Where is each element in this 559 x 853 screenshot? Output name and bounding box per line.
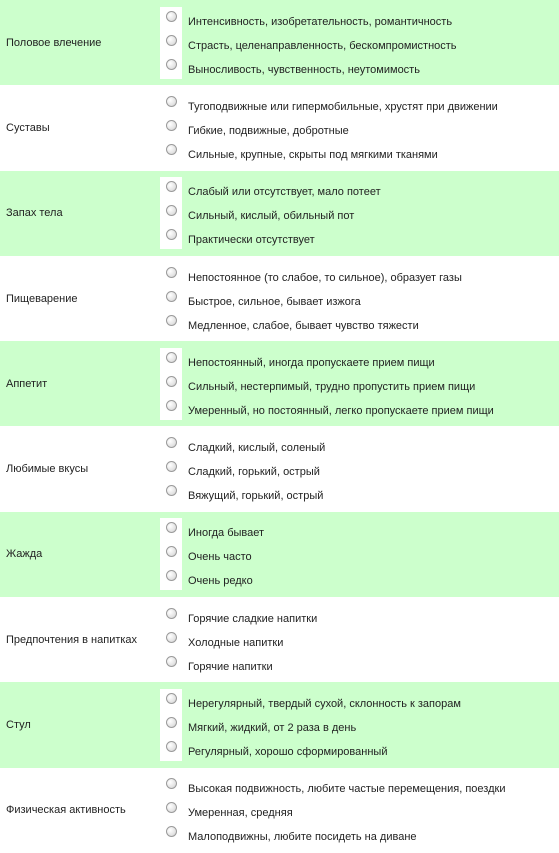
radio-cell[interactable] (160, 311, 182, 335)
radio-button[interactable] (166, 11, 177, 22)
radio-cell[interactable] (160, 566, 182, 590)
radio-cell[interactable] (160, 177, 182, 201)
option-label[interactable]: Страсть, целенаправленность, бескомпромистность (188, 39, 457, 52)
radio-cell[interactable] (160, 372, 182, 396)
option-row[interactable] (160, 287, 559, 311)
radio-cell[interactable] (160, 481, 182, 505)
option-row[interactable] (160, 774, 559, 798)
option-group (160, 604, 559, 676)
option-label[interactable]: Высокая подвижность, любите частые перемещения, поездки (188, 783, 506, 796)
option-label[interactable]: Очень часто (188, 551, 252, 564)
radio-cell[interactable] (160, 604, 182, 628)
option-label[interactable]: Сладкий, кислый, соленый (188, 442, 326, 455)
option-row[interactable] (160, 140, 559, 164)
option-label[interactable]: Интенсивность, изобретательность, романтичность (188, 15, 453, 28)
radio-button[interactable] (166, 778, 177, 789)
option-row[interactable] (160, 348, 559, 372)
option-row[interactable] (160, 55, 559, 79)
question-label: Предпочтения в напитках (6, 633, 138, 646)
radio-button[interactable] (166, 144, 177, 155)
question-label: Половое влечение (6, 36, 102, 49)
option-label[interactable]: Практически отсутствует (188, 234, 315, 247)
question-label: Пищеварение (6, 292, 78, 305)
radio-button[interactable] (166, 181, 177, 192)
option-row[interactable] (160, 92, 559, 116)
question-row (0, 171, 559, 256)
option-label[interactable]: Нерегулярный, твердый сухой, склонность к запорам (188, 698, 461, 711)
option-row[interactable] (160, 263, 559, 287)
radio-cell[interactable] (160, 713, 182, 737)
radio-cell[interactable] (160, 737, 182, 761)
radio-cell[interactable] (160, 225, 182, 249)
radio-button[interactable] (166, 485, 177, 496)
question-row (0, 426, 559, 511)
option-label[interactable]: Сладкий, горький, острый (188, 466, 320, 479)
option-group (160, 348, 559, 420)
radio-button[interactable] (166, 352, 177, 363)
option-group (160, 177, 559, 249)
question-row (0, 85, 559, 170)
option-label[interactable]: Холодные напитки (188, 636, 284, 649)
option-group (160, 92, 559, 164)
option-label[interactable]: Слабый или отсутствует, мало потеет (188, 186, 381, 199)
option-row[interactable] (160, 457, 559, 481)
radio-cell[interactable] (160, 263, 182, 287)
option-row[interactable] (160, 396, 559, 420)
radio-button[interactable] (166, 96, 177, 107)
option-label[interactable]: Непостоянный, иногда пропускаете прием пищи (188, 356, 435, 369)
radio-button[interactable] (166, 205, 177, 216)
option-label[interactable]: Малоподвижны, любите посидеть на диване (188, 831, 417, 844)
radio-cell[interactable] (160, 628, 182, 652)
option-label[interactable]: Гибкие, подвижные, добротные (188, 124, 349, 137)
option-label[interactable]: Непостоянное (то слабое, то сильное), образует газы (188, 271, 462, 284)
option-row[interactable] (160, 628, 559, 652)
question-label: Запах тела (6, 207, 63, 220)
radio-button[interactable] (166, 522, 177, 533)
radio-button[interactable] (166, 35, 177, 46)
radio-button[interactable] (166, 826, 177, 837)
radio-cell[interactable] (160, 433, 182, 457)
option-label[interactable]: Сильные, крупные, скрыты под мягкими тканями (188, 148, 438, 161)
option-label[interactable]: Сильный, нестерпимый, трудно пропустить прием пищи (188, 380, 476, 393)
option-label[interactable]: Горячие сладкие напитки (188, 612, 318, 625)
option-label[interactable]: Вяжущий, горький, острый (188, 490, 324, 503)
question-row (0, 0, 559, 85)
radio-button[interactable] (166, 400, 177, 411)
question-label: Суставы (6, 121, 50, 134)
radio-cell[interactable] (160, 542, 182, 566)
radio-cell[interactable] (160, 348, 182, 372)
question-row (0, 768, 559, 853)
option-label[interactable]: Очень редко (188, 575, 253, 588)
option-row[interactable] (160, 7, 559, 31)
option-row[interactable] (160, 713, 559, 737)
option-row[interactable] (160, 798, 559, 822)
option-label[interactable]: Тугоподвижные или гипермобильные, хрустят при движении (188, 100, 498, 113)
option-group (160, 518, 559, 590)
radio-cell[interactable] (160, 798, 182, 822)
radio-cell[interactable] (160, 31, 182, 55)
radio-cell[interactable] (160, 457, 182, 481)
radio-button[interactable] (166, 229, 177, 240)
option-label[interactable]: Умеренная, средняя (188, 807, 293, 820)
radio-button[interactable] (166, 291, 177, 302)
option-label[interactable]: Выносливость, чувственность, неутомимость (188, 63, 420, 76)
question-label: Стул (6, 719, 31, 732)
radio-button[interactable] (166, 59, 177, 70)
radio-cell[interactable] (160, 140, 182, 164)
option-label[interactable]: Иногда бывает (188, 527, 265, 540)
option-row[interactable] (160, 822, 559, 846)
option-row[interactable] (160, 689, 559, 713)
radio-button[interactable] (166, 608, 177, 619)
option-label[interactable]: Сильный, кислый, обильный пот (188, 210, 355, 223)
radio-button[interactable] (166, 315, 177, 326)
option-row[interactable] (160, 652, 559, 676)
option-row[interactable] (160, 31, 559, 55)
option-group (160, 433, 559, 505)
question-row (0, 341, 559, 426)
option-label[interactable]: Мягкий, жидкий, от 2 раза в день (188, 722, 357, 735)
option-label[interactable]: Медленное, слабое, бывает чувство тяжести (188, 319, 419, 332)
option-row[interactable] (160, 481, 559, 505)
option-row[interactable] (160, 542, 559, 566)
radio-cell[interactable] (160, 689, 182, 713)
radio-button[interactable] (166, 570, 177, 581)
option-row[interactable] (160, 433, 559, 457)
radio-button[interactable] (166, 437, 177, 448)
radio-button[interactable] (166, 741, 177, 752)
option-label[interactable]: Регулярный, хорошо сформированный (188, 746, 388, 759)
radio-cell[interactable] (160, 822, 182, 846)
radio-button[interactable] (166, 802, 177, 813)
question-row (0, 682, 559, 767)
option-row[interactable] (160, 518, 559, 542)
radio-cell[interactable] (160, 92, 182, 116)
question-row (0, 597, 559, 682)
radio-cell[interactable] (160, 7, 182, 31)
option-row[interactable] (160, 177, 559, 201)
radio-button[interactable] (166, 376, 177, 387)
option-group (160, 263, 559, 335)
radio-button[interactable] (166, 632, 177, 643)
radio-cell[interactable] (160, 396, 182, 420)
option-group (160, 7, 559, 79)
radio-button[interactable] (166, 546, 177, 557)
option-group (160, 689, 559, 761)
option-label[interactable]: Быстрое, сильное, бывает изжога (188, 295, 361, 308)
radio-cell[interactable] (160, 774, 182, 798)
option-row[interactable] (160, 566, 559, 590)
question-label: Любимые вкусы (6, 463, 89, 476)
radio-cell[interactable] (160, 287, 182, 311)
option-row[interactable] (160, 116, 559, 140)
radio-cell[interactable] (160, 116, 182, 140)
question-label: Жажда (6, 548, 43, 561)
radio-button[interactable] (166, 267, 177, 278)
question-label: Аппетит (6, 377, 48, 390)
option-row[interactable] (160, 604, 559, 628)
question-row (0, 512, 559, 597)
option-group (160, 774, 559, 846)
radio-button[interactable] (166, 461, 177, 472)
option-row[interactable] (160, 225, 559, 249)
option-row[interactable] (160, 201, 559, 225)
question-label: Физическая активность (6, 804, 126, 817)
radio-cell[interactable] (160, 201, 182, 225)
question-row (0, 256, 559, 341)
option-row[interactable] (160, 372, 559, 396)
option-row[interactable] (160, 737, 559, 761)
radio-button[interactable] (166, 693, 177, 704)
option-label[interactable]: Горячие напитки (188, 660, 273, 673)
radio-cell[interactable] (160, 652, 182, 676)
option-label[interactable]: Умеренный, но постоянный, легко пропускаете прием пищи (188, 404, 494, 417)
radio-button[interactable] (166, 717, 177, 728)
radio-button[interactable] (166, 120, 177, 131)
radio-cell[interactable] (160, 55, 182, 79)
radio-cell[interactable] (160, 518, 182, 542)
radio-button[interactable] (166, 656, 177, 667)
option-row[interactable] (160, 311, 559, 335)
